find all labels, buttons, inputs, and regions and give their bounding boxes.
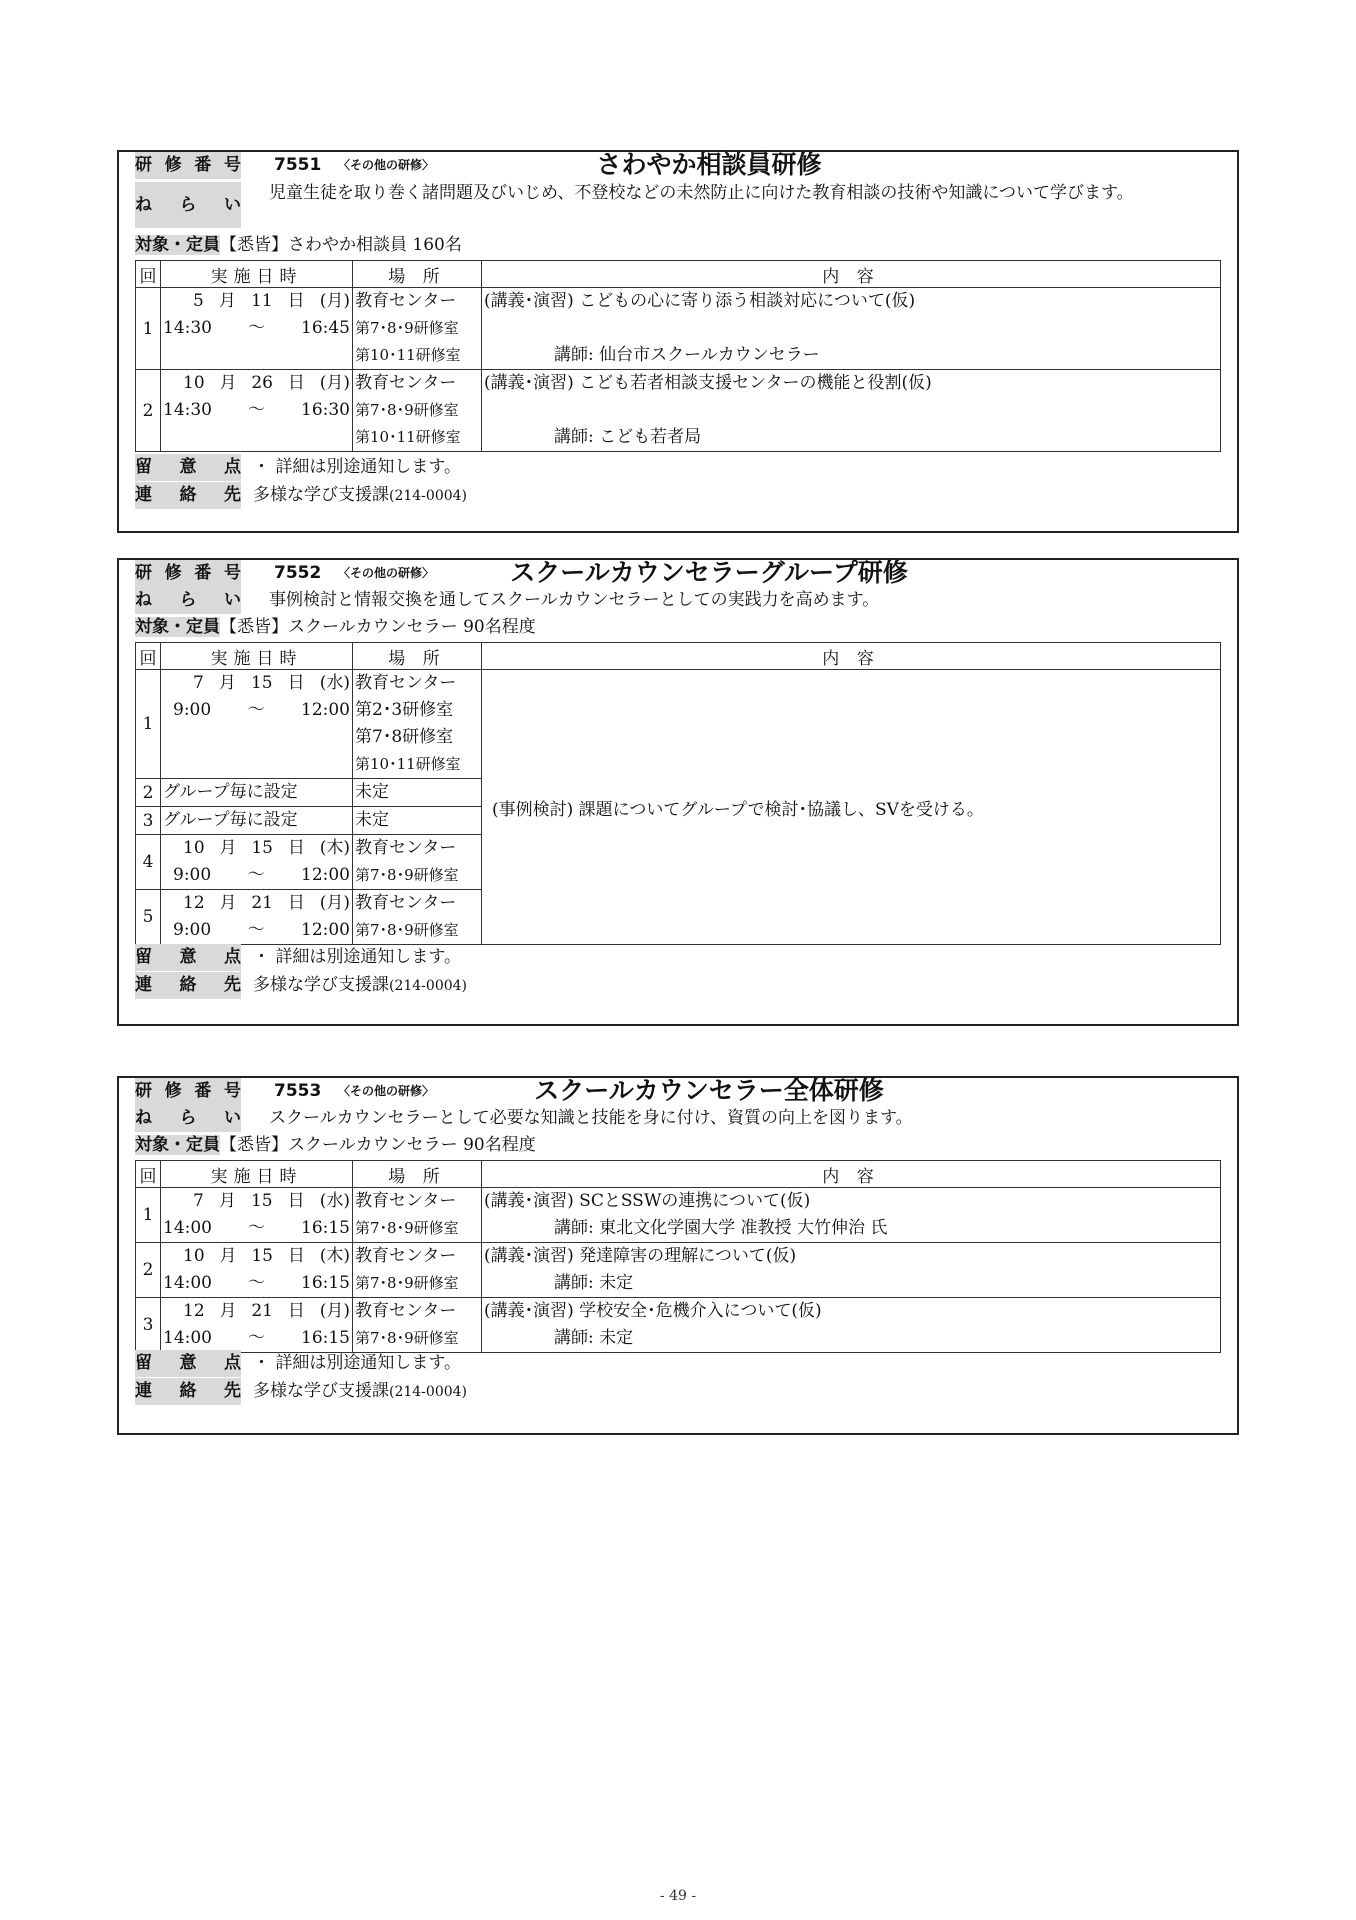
course-header	[119, 560, 1237, 587]
time-start: 9:00	[173, 865, 212, 885]
date-day-unit: 日	[287, 291, 305, 311]
session-number: 2	[136, 779, 161, 807]
target-row	[135, 614, 536, 641]
aim-text: スクールカウンセラーとして必要な知識と技能を身に付け、資質の向上を図ります。	[269, 1108, 913, 1128]
header-date: 実施日時	[161, 1161, 353, 1188]
time-end: 16:30	[301, 400, 350, 420]
session-date	[163, 1243, 350, 1270]
session-number: 5	[136, 890, 161, 945]
date-weekday: (月)	[319, 373, 350, 393]
session-datetime: グループ毎に設定	[161, 807, 353, 835]
date-month: 12	[183, 1301, 205, 1321]
session-time	[163, 862, 350, 889]
table-row	[136, 288, 1221, 370]
schedule-table	[135, 642, 1221, 945]
contact-row	[135, 972, 467, 1000]
date-weekday: (木)	[319, 1246, 350, 1266]
session-content	[482, 1298, 1221, 1353]
schedule-table	[135, 260, 1221, 452]
place-room: 第7･8･9研修室	[355, 401, 459, 419]
header-place: 場 所	[353, 1161, 482, 1188]
session-place	[353, 890, 482, 945]
header-place: 場 所	[353, 643, 482, 670]
date-weekday: (月)	[319, 291, 350, 311]
date-day: 15	[251, 1246, 273, 1266]
session-time	[163, 697, 350, 724]
course-category: 〈その他の研修〉	[338, 1084, 435, 1098]
table-row	[136, 670, 1221, 779]
notes-text: ・ 詳細は別途通知します。	[253, 1353, 462, 1373]
place-room: 第7･8･9研修室	[355, 921, 459, 939]
time-end: 16:15	[301, 1218, 350, 1238]
contact-ext: (214-0004)	[389, 1384, 468, 1400]
notes-text: ・ 詳細は別途通知します。	[253, 947, 462, 967]
session-date	[163, 670, 350, 697]
date-day-unit: 日	[287, 373, 305, 393]
course-title: スクールカウンセラーグループ研修	[510, 558, 908, 587]
contact-row	[135, 1378, 467, 1406]
session-place	[353, 1298, 482, 1353]
date-month-unit: 月	[218, 1191, 236, 1211]
course-header	[119, 1078, 1237, 1105]
time-sep: 〜	[248, 1218, 265, 1238]
time-end: 16:15	[301, 1273, 350, 1293]
content-text: (講義･演習) 学校安全･危機介入について(仮)	[484, 1301, 822, 1321]
contact-text: 多様な学び支援課	[253, 1381, 389, 1401]
course-number: 7553	[274, 1081, 322, 1101]
notes-row	[135, 1350, 461, 1377]
date-month: 10	[183, 373, 205, 393]
session-datetime	[161, 1243, 353, 1298]
session-content	[482, 1243, 1221, 1298]
session-datetime: グループ毎に設定	[161, 779, 353, 807]
aim-text: 児童生徒を取り巻く諸問題及びいじめ、不登校などの未然防止に向けた教育相談の技術や知識について学びます。	[269, 183, 1134, 203]
place-room: 第10･11研修室	[355, 346, 461, 364]
session-date	[163, 835, 350, 862]
session-datetime	[161, 370, 353, 452]
lecturer-text: 講師: 東北文化学園大学 准教授 大竹伸治 氏	[554, 1218, 888, 1238]
course-number: 7551	[274, 155, 322, 175]
session-number: 1	[136, 288, 161, 370]
course-title: さわやか相談員研修	[596, 150, 822, 179]
contact-ext: (214-0004)	[389, 978, 468, 994]
session-date	[163, 1188, 350, 1215]
date-day: 11	[250, 291, 273, 311]
date-weekday: (月)	[319, 1301, 350, 1321]
time-start: 14:00	[163, 1273, 212, 1293]
session-place	[353, 835, 482, 890]
session-time	[163, 917, 350, 944]
time-sep: 〜	[248, 318, 265, 338]
date-month: 12	[183, 893, 205, 913]
place-venue: 教育センター	[355, 893, 457, 913]
place-room: 第7･8･9研修室	[355, 1219, 459, 1237]
place-room: 第7･8研修室	[355, 727, 454, 747]
session-place	[353, 1243, 482, 1298]
place-room: 第10･11研修室	[355, 755, 461, 773]
date-month-unit: 月	[219, 1246, 237, 1266]
place-venue: 教育センター	[355, 1301, 457, 1321]
time-sep: 〜	[248, 400, 265, 420]
content-text: (講義･演習) 発達障害の理解について(仮)	[484, 1246, 797, 1266]
place-venue: 教育センター	[355, 373, 457, 393]
place-venue: 教育センター	[355, 838, 457, 858]
session-content: (事例検討) 課題についてグループで検討･協議し、SVを受ける。	[482, 670, 1221, 945]
session-place	[353, 1188, 482, 1243]
date-month-unit: 月	[219, 893, 237, 913]
date-month-unit: 月	[219, 838, 237, 858]
header-kai: 回	[136, 643, 161, 670]
session-datetime	[161, 1188, 353, 1243]
target-tag: 【悉皆】	[220, 235, 288, 255]
time-sep: 〜	[247, 700, 265, 720]
course-category: 〈その他の研修〉	[338, 566, 435, 580]
contact-label: 連絡先	[135, 972, 241, 999]
time-sep: 〜	[248, 1273, 265, 1293]
time-end: 16:15	[301, 1328, 350, 1348]
time-sep: 〜	[248, 1328, 265, 1348]
date-day-unit: 日	[287, 1301, 305, 1321]
session-content	[482, 370, 1221, 452]
date-month-unit: 月	[219, 373, 237, 393]
session-number: 4	[136, 835, 161, 890]
notes-row	[135, 944, 461, 971]
date-day-unit: 日	[287, 1191, 305, 1211]
session-date	[163, 890, 350, 917]
session-date	[163, 1298, 350, 1325]
course-title: スクールカウンセラー全体研修	[534, 1076, 884, 1105]
session-place	[353, 370, 482, 452]
notes-label: 留意点	[135, 944, 241, 971]
course-no-label: 研修番号	[135, 152, 241, 179]
session-number: 2	[136, 370, 161, 452]
place-venue: 教育センター	[355, 673, 457, 693]
date-day: 15	[250, 673, 273, 693]
time-start: 9:00	[173, 920, 212, 940]
session-datetime	[161, 835, 353, 890]
lecturer-text: 講師: 未定	[554, 1328, 634, 1348]
place-room: 第7･8･9研修室	[355, 1274, 459, 1292]
date-day: 21	[251, 893, 273, 913]
session-number: 1	[136, 1188, 161, 1243]
course-header	[119, 152, 1237, 179]
session-time	[163, 1215, 350, 1242]
session-number: 3	[136, 1298, 161, 1353]
session-datetime	[161, 288, 353, 370]
target-label: 対象・定員	[135, 235, 220, 255]
date-day: 15	[250, 1191, 273, 1211]
session-time	[163, 1325, 350, 1352]
aim-label: ねらい	[135, 1105, 241, 1132]
time-start: 14:30	[163, 400, 212, 420]
date-month: 5	[193, 291, 204, 311]
target-tag: 【悉皆】	[220, 1135, 288, 1155]
time-start: 14:00	[163, 1328, 212, 1348]
header-date: 実施日時	[161, 261, 353, 288]
date-day-unit: 日	[287, 673, 305, 693]
date-weekday: (月)	[319, 893, 350, 913]
time-start: 14:30	[163, 318, 212, 338]
session-place	[353, 288, 482, 370]
session-date	[163, 370, 350, 397]
header-content: 内 容	[482, 1161, 1221, 1188]
session-number: 1	[136, 670, 161, 779]
notes-label: 留意点	[135, 454, 241, 481]
header-place: 場 所	[353, 261, 482, 288]
header-content: 内 容	[482, 261, 1221, 288]
aim-label: ねらい	[135, 587, 241, 614]
header-content: 内 容	[482, 643, 1221, 670]
time-end: 12:00	[301, 700, 350, 720]
date-month: 10	[183, 838, 205, 858]
session-content	[482, 1188, 1221, 1243]
date-month: 10	[183, 1246, 205, 1266]
date-weekday: (水)	[319, 1191, 350, 1211]
place-room: 第7･8･9研修室	[355, 319, 459, 337]
time-end: 12:00	[301, 920, 350, 940]
session-time	[163, 397, 350, 424]
place-room: 第7･8･9研修室	[355, 866, 459, 884]
notes-text: ・ 詳細は別途通知します。	[253, 457, 462, 477]
date-day: 26	[251, 373, 273, 393]
table-row	[136, 1188, 1221, 1243]
target-row	[135, 1132, 536, 1159]
target-text: スクールカウンセラー 90名程度	[288, 1135, 536, 1155]
target-text: スクールカウンセラー 90名程度	[288, 617, 536, 637]
aim-label: ねらい	[135, 182, 241, 228]
content-text: (講義･演習) SCとSSWの連携について(仮)	[484, 1191, 811, 1211]
page-number: - 49 -	[659, 1888, 697, 1904]
place-room: 第7･8･9研修室	[355, 1329, 459, 1347]
contact-text: 多様な学び支援課	[253, 975, 389, 995]
target-label: 対象・定員	[135, 617, 220, 637]
course-number: 7552	[274, 563, 322, 583]
time-sep: 〜	[247, 920, 265, 940]
course-no-label: 研修番号	[135, 1078, 241, 1105]
schedule-table	[135, 1160, 1221, 1353]
course-7552	[117, 558, 1239, 1026]
date-month: 7	[193, 673, 204, 693]
date-day-unit: 日	[287, 1246, 305, 1266]
target-text: さわやか相談員 160名	[288, 235, 462, 255]
time-sep: 〜	[247, 865, 265, 885]
target-row	[135, 232, 462, 259]
place-room: 第2･3研修室	[355, 700, 454, 720]
header-kai: 回	[136, 261, 161, 288]
table-row	[136, 1298, 1221, 1353]
date-month: 7	[193, 1191, 204, 1211]
course-no-label: 研修番号	[135, 560, 241, 587]
session-time	[163, 1270, 350, 1297]
place-venue: 教育センター	[355, 291, 457, 311]
date-month-unit: 月	[219, 1301, 237, 1321]
session-number: 3	[136, 807, 161, 835]
place-venue: 教育センター	[355, 1191, 457, 1211]
content-text: (講義･演習) こどもの心に寄り添う相談対応について(仮)	[484, 291, 916, 311]
session-date	[163, 288, 350, 315]
session-time	[163, 315, 350, 342]
session-place: 未定	[353, 779, 482, 807]
target-tag: 【悉皆】	[220, 617, 288, 637]
date-day: 15	[251, 838, 273, 858]
lecturer-text: 講師: 仙台市スクールカウンセラー	[554, 345, 820, 365]
course-category: 〈その他の研修〉	[338, 158, 435, 172]
session-datetime	[161, 890, 353, 945]
session-datetime	[161, 670, 353, 779]
lecturer-text: 講師: 未定	[554, 1273, 634, 1293]
notes-label: 留意点	[135, 1350, 241, 1377]
place-room: 第10･11研修室	[355, 428, 461, 446]
contact-label: 連絡先	[135, 482, 241, 509]
session-number: 2	[136, 1243, 161, 1298]
contact-row	[135, 482, 467, 510]
content-text: (講義･演習) こども若者相談支援センターの機能と役割(仮)	[484, 373, 932, 393]
table-row	[136, 370, 1221, 452]
contact-label: 連絡先	[135, 1378, 241, 1405]
date-day: 21	[251, 1301, 273, 1321]
aim-text: 事例検討と情報交換を通してスクールカウンセラーとしての実践力を高めます。	[269, 590, 880, 610]
course-7553	[117, 1076, 1239, 1435]
date-day-unit: 日	[287, 893, 305, 913]
lecturer-text: 講師: こども若者局	[554, 427, 702, 447]
time-start: 14:00	[163, 1218, 212, 1238]
date-weekday: (木)	[319, 838, 350, 858]
target-label: 対象・定員	[135, 1135, 220, 1155]
session-place	[353, 670, 482, 779]
date-month-unit: 月	[218, 673, 236, 693]
session-content	[482, 288, 1221, 370]
notes-row	[135, 454, 461, 481]
date-month-unit: 月	[218, 291, 236, 311]
table-row	[136, 1243, 1221, 1298]
place-venue: 教育センター	[355, 1246, 457, 1266]
contact-text: 多様な学び支援課	[253, 485, 389, 505]
contact-ext: (214-0004)	[389, 488, 468, 504]
time-end: 16:45	[301, 318, 350, 338]
time-end: 12:00	[301, 865, 350, 885]
header-kai: 回	[136, 1161, 161, 1188]
course-7551	[117, 150, 1239, 533]
session-place: 未定	[353, 807, 482, 835]
session-datetime	[161, 1298, 353, 1353]
time-start: 9:00	[173, 700, 212, 720]
date-weekday: (水)	[319, 673, 350, 693]
header-date: 実施日時	[161, 643, 353, 670]
date-day-unit: 日	[287, 838, 305, 858]
